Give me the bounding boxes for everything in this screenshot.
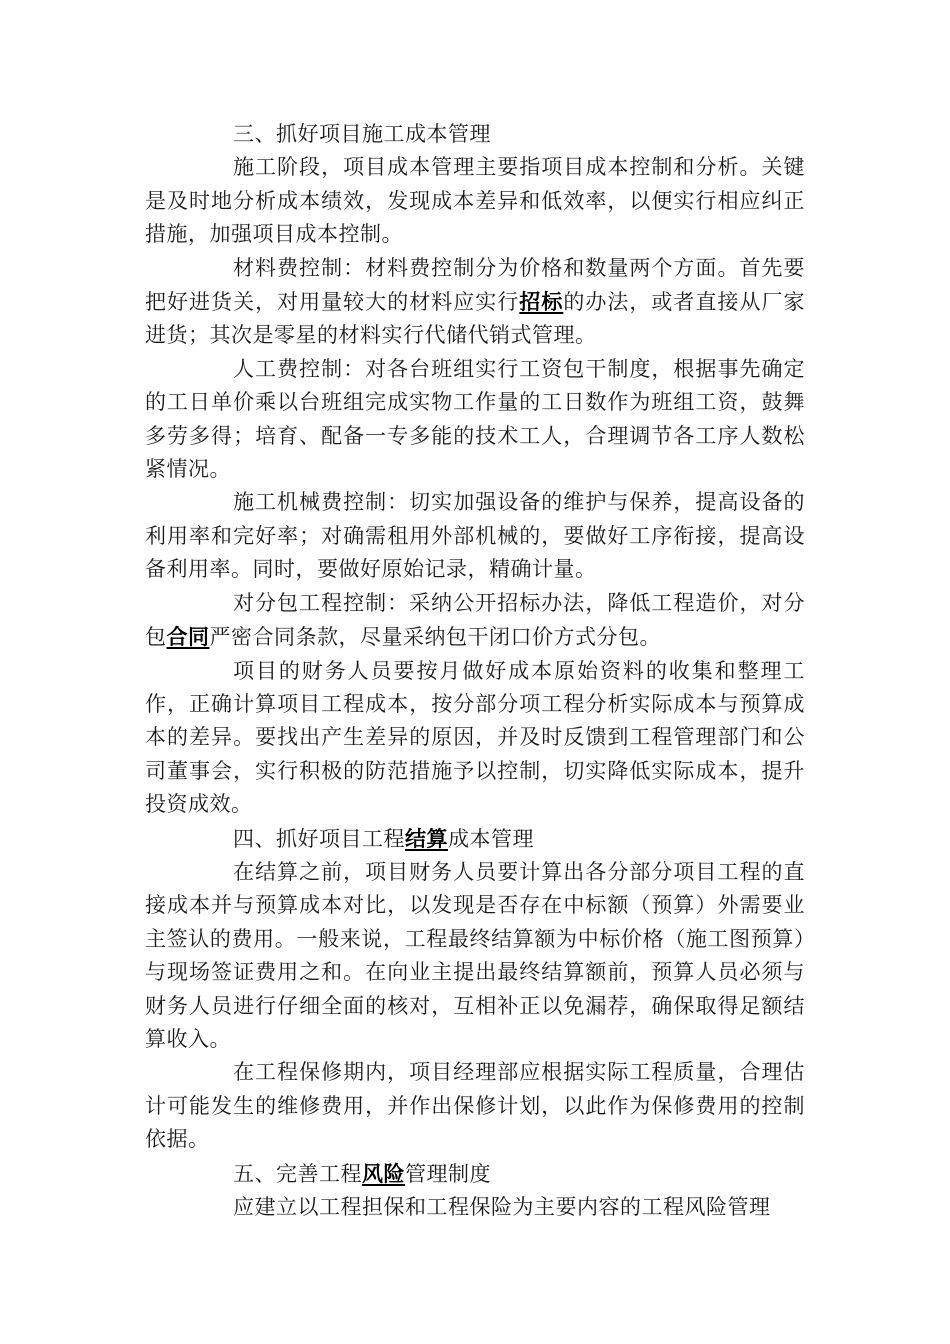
keyword-link-contract[interactable]: 合同 xyxy=(166,624,210,650)
paragraph-subcontract-control: 对分包工程控制：采纳公开招标办法，降低工程造价，对分包合同严密合同条款，尽量采纳包干闭口价方式分包。 xyxy=(145,590,805,650)
section-heading-4: 四、抓好项目工程结算成本管理 xyxy=(233,825,534,851)
keyword-link-risk[interactable]: 风险 xyxy=(362,1160,405,1186)
keyword-link-settlement[interactable]: 结算 xyxy=(405,825,448,851)
paragraph-machinery-cost: 施工机械费控制：切实加强设备的维护与保养，提高设备的利用率和完好率；对确需租用外部机械的，要做好工序衔接，提高设备利用率。同时，要做好原始记录，精确计量。 xyxy=(145,490,805,582)
paragraph-labor-cost: 人工费控制：对各台班组实行工资包干制度，根据事先确定的工日单价乘以台班组完成实物工作量的工日数作为班组工资，鼓舞多劳多得；培育、配备一专多能的技术工人，合理调节各工序人数松紧情况。 xyxy=(145,356,805,482)
paragraph-warranty-period: 在工程保修期内，项目经理部应根据实际工程质量，合理估计可能发生的维修费用，并作出保修计划，以此作为保修费用的控制依据。 xyxy=(145,1060,805,1152)
paragraph-material-cost: 材料费控制：材料费控制分为价格和数量两个方面。首先要把好进货关，对用量较大的材料应实行招标的办法，或者直接从厂家进货；其次是零星的材料实行代储代销式管理。 xyxy=(145,255,806,348)
paragraph-finance-staff: 项目的财务人员要按月做好成本原始资料的收集和整理工作，正确计算项目工程成本，按分部分项工程分析实际成本与预算成本的差异。要找出产生差异的原因，并及时反馈到工程管理部门和公司董事会，实行积极的防范措施予以控制，切实降低实际成本，提升投资成效。 xyxy=(145,658,805,817)
paragraph-before-settlement: 在结算之前，项目财务人员要计算出各分部分项目工程的直接成本并与预算成本对比，以发现是否存在中标额（预算）外需要业主签认的费用。一般来说，工程最终结算额为中标价格（施工图预算）与现场签证费用之和。在向业主提出最终结算额前，预算人员必须与财务人员进行仔细全面的核对，互相补正以免漏荐，确保取得足额结算收入。 xyxy=(145,859,805,1051)
section-heading-3: 三、抓好项目施工成本管理 xyxy=(233,122,491,146)
document-body xyxy=(145,118,805,1224)
section-heading-5: 五、完善工程风险管理制度 xyxy=(233,1160,491,1186)
paragraph-risk-management: 应建立以工程担保和工程保险为主要内容的工程风险管理 xyxy=(233,1195,771,1219)
paragraph-construction-phase: 施工阶段，项目成本管理主要指项目成本控制和分析。关键是及时地分析成本绩效，发现成本差异和低效率，以便实行相应纠正措施，加强项目成本控制。 xyxy=(145,155,805,247)
keyword-link-bidding[interactable]: 招标 xyxy=(519,289,564,315)
